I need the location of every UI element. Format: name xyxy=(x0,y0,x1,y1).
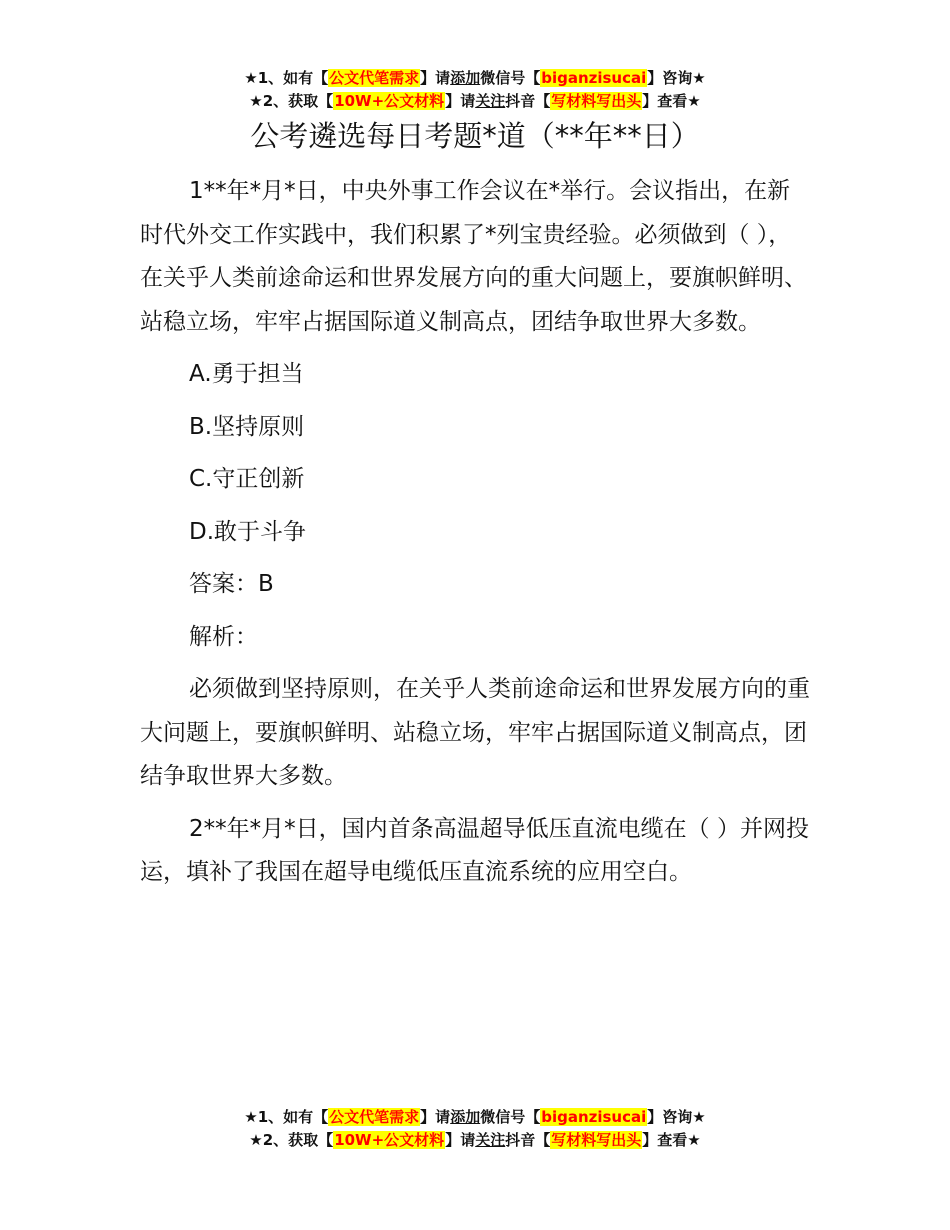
promo-line-1 xyxy=(0,67,950,90)
promo-text: 】请 xyxy=(445,1131,476,1149)
promo-text: 】咨询★ xyxy=(647,69,706,87)
option-b: B.坚持原则 xyxy=(189,413,305,440)
promo-text: ★1、如有【 xyxy=(244,69,329,87)
option-d: D.敢于斗争 xyxy=(189,518,307,545)
question-2-stem: 2**年*月*日，国内首条高温超导低压直流电缆在（ ）并网投运，填补了我国在超导电缆低压直流系统的应用空白。 xyxy=(140,815,809,885)
promo-text: 】咨询★ xyxy=(647,1108,706,1126)
promo-douyin-id: 写材料写出头 xyxy=(551,92,642,110)
promo-line-2 xyxy=(0,90,950,113)
option-c: C.守正创新 xyxy=(189,466,305,492)
analysis-text: 必须做到坚持原则，在关乎人类前途命运和世界发展方向的重大问题上，要旗帜鲜明、站稳立场，牢牢占据国际道义制高点，团结争取世界大多数。 xyxy=(140,676,810,789)
option-a: A.勇于担当 xyxy=(189,361,304,387)
promo-text: ★1、如有【 xyxy=(244,1108,329,1126)
promo-highlight: 公文代笔需求 xyxy=(329,69,420,87)
document-body xyxy=(140,170,812,904)
promo-header xyxy=(0,67,950,113)
promo-underlined: 关注 xyxy=(475,92,506,110)
promo-underlined: 关注 xyxy=(475,1131,506,1149)
promo-text: 】请 xyxy=(420,1108,451,1126)
promo-text: 】请 xyxy=(445,92,476,110)
question-1-stem: 1**年*月*日，中央外事工作会议在*举行。会议指出，在新时代外交工作实践中，我们积累了*列宝贵经验。必须做到（ ），在关乎人类前途命运和世界发展方向的重大问题上，要旗帜鲜明、站稳立场，牢牢占据国际道义制高点，团结争取世界大多数。 xyxy=(140,178,807,335)
promo-highlight: 10W+公文材料 xyxy=(334,92,445,110)
promo-text: ★2、获取【 xyxy=(249,1131,334,1149)
promo-douyin-id: 写材料写出头 xyxy=(551,1131,642,1149)
answer: 答案：B xyxy=(189,571,274,597)
document-title: 公考遴选每日考题*道（**年**日） xyxy=(250,119,700,153)
promo-text: ★2、获取【 xyxy=(249,92,334,110)
promo-highlight: 10W+公文材料 xyxy=(334,1131,445,1149)
promo-footer xyxy=(0,1106,950,1152)
promo-line-1 xyxy=(0,1106,950,1129)
promo-highlight: 公文代笔需求 xyxy=(329,1108,420,1126)
analysis-label: 解析： xyxy=(189,623,258,650)
promo-text: 抖音【 xyxy=(505,1131,551,1149)
promo-text: 微信号【 xyxy=(480,69,541,87)
promo-text: 抖音【 xyxy=(505,92,551,110)
promo-wechat-id: biganzisucai xyxy=(541,69,647,87)
promo-text: 微信号【 xyxy=(480,1108,541,1126)
promo-text: 】查看★ xyxy=(642,1131,701,1149)
promo-underlined: 添加 xyxy=(450,1108,481,1126)
promo-wechat-id: biganzisucai xyxy=(541,1108,647,1126)
promo-line-2 xyxy=(0,1129,950,1152)
promo-text: 】查看★ xyxy=(642,92,701,110)
promo-text: 】请 xyxy=(420,69,451,87)
promo-underlined: 添加 xyxy=(450,69,481,87)
